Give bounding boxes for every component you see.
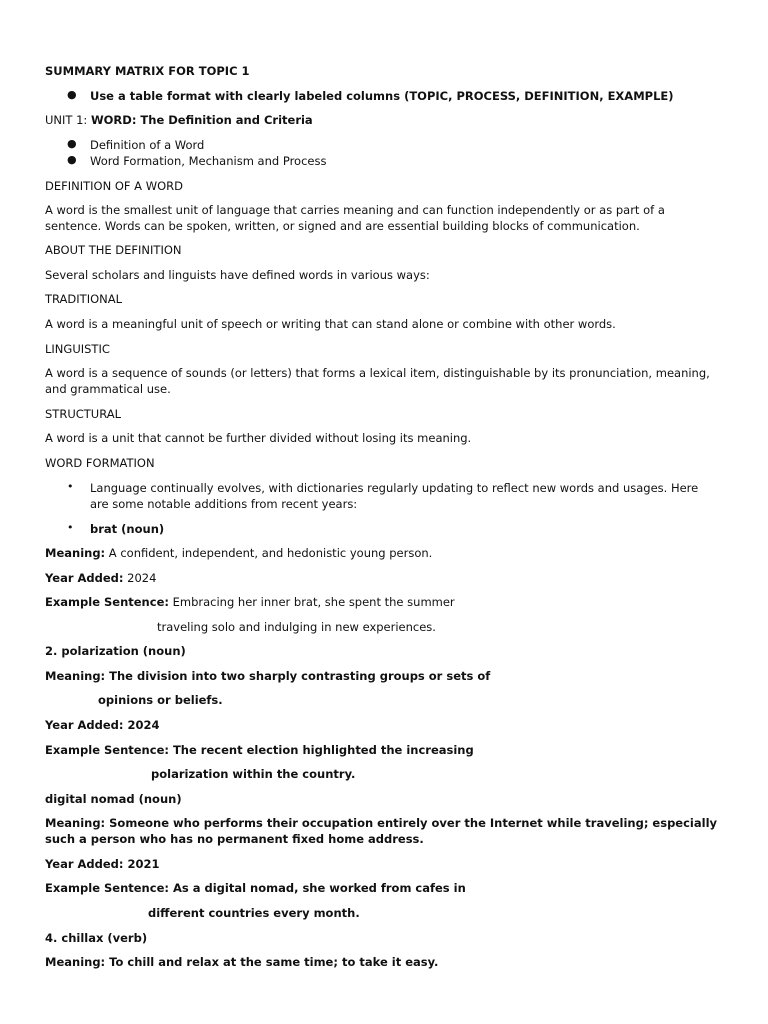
entry-example: Example Sentence: Embracing her inner brat, she spent the summer bbox=[45, 595, 455, 609]
instruction-text: Use a table format with clearly labeled columns (TOPIC, PROCESS, DEFINITION, EXAMPLE) bbox=[90, 89, 674, 103]
bullet-icon: • bbox=[67, 521, 74, 534]
entry-meaning: Meaning: A confident, independent, and hedonistic young person. bbox=[45, 546, 433, 560]
entry-example: Example Sentence: As a digital nomad, she worked from cafes in bbox=[45, 881, 466, 895]
entry-word: digital nomad (noun) bbox=[45, 792, 182, 806]
bullet-icon: ● bbox=[67, 137, 77, 150]
linguistic-heading: LINGUISTIC bbox=[45, 342, 110, 356]
entry-year: Year Added: 2024 bbox=[45, 571, 157, 585]
word-formation-intro: Language continually evolves, with dictionaries regularly updating to reflect new words and usages. Here are some notable additions from recent years: bbox=[90, 481, 699, 511]
structural-text: A word is a unit that cannot be further divided without losing its meaning. bbox=[45, 431, 472, 445]
definition-text: A word is the smallest unit of language that carries meaning and can function independently or as part of a sentence. Words can be spoken, written, or signed and are essential building blocks of communication. bbox=[45, 203, 665, 233]
entry-example-continued: different countries every month. bbox=[148, 906, 360, 920]
about-heading: ABOUT THE DEFINITION bbox=[45, 243, 182, 257]
traditional-text: A word is a meaningful unit of speech or writing that can stand alone or combine with other words. bbox=[45, 317, 616, 331]
entry-meaning: Meaning: The division into two sharply contrasting groups or sets of bbox=[45, 669, 491, 683]
unit-item: Word Formation, Mechanism and Process bbox=[90, 154, 327, 168]
entry-meaning-continued: opinions or beliefs. bbox=[98, 693, 223, 707]
document-title: SUMMARY MATRIX FOR TOPIC 1 bbox=[45, 64, 250, 78]
entry-meaning: Meaning: Someone who performs their occupation entirely over the Internet while traveling; especially such a person who has no permanent fixed home address. bbox=[45, 816, 718, 846]
about-text: Several scholars and linguists have defined words in various ways: bbox=[45, 268, 430, 282]
unit-prefix: UNIT 1: bbox=[45, 113, 91, 127]
entry-word: brat (noun) bbox=[90, 522, 165, 536]
unit-title: WORD: The Definition and Criteria bbox=[90, 113, 313, 127]
bullet-icon: ● bbox=[67, 153, 77, 166]
linguistic-text: A word is a sequence of sounds (or letters) that forms a lexical item, distinguishable by its pronunciation, meaning, and grammatical use. bbox=[45, 366, 710, 396]
entry-example: Example Sentence: The recent election highlighted the increasing bbox=[45, 743, 474, 757]
unit-heading bbox=[45, 113, 313, 128]
bullet-icon: ● bbox=[67, 88, 77, 101]
traditional-heading: TRADITIONAL bbox=[45, 292, 123, 306]
unit-item: Definition of a Word bbox=[90, 138, 205, 152]
entry-example-continued: traveling solo and indulging in new experiences. bbox=[157, 620, 436, 634]
entry-word: 4. chillax (verb) bbox=[45, 931, 148, 945]
entry-word: 2. polarization (noun) bbox=[45, 644, 186, 658]
entry-meaning: Meaning: To chill and relax at the same time; to take it easy. bbox=[45, 955, 439, 969]
definition-heading: DEFINITION OF A WORD bbox=[45, 179, 183, 193]
entry-year: Year Added: 2021 bbox=[45, 857, 160, 871]
word-formation-heading: WORD FORMATION bbox=[45, 456, 155, 470]
entry-year: Year Added: 2024 bbox=[45, 718, 160, 732]
entry-example-continued: polarization within the country. bbox=[151, 767, 356, 781]
bullet-icon: • bbox=[67, 480, 74, 493]
structural-heading: STRUCTURAL bbox=[45, 407, 122, 421]
